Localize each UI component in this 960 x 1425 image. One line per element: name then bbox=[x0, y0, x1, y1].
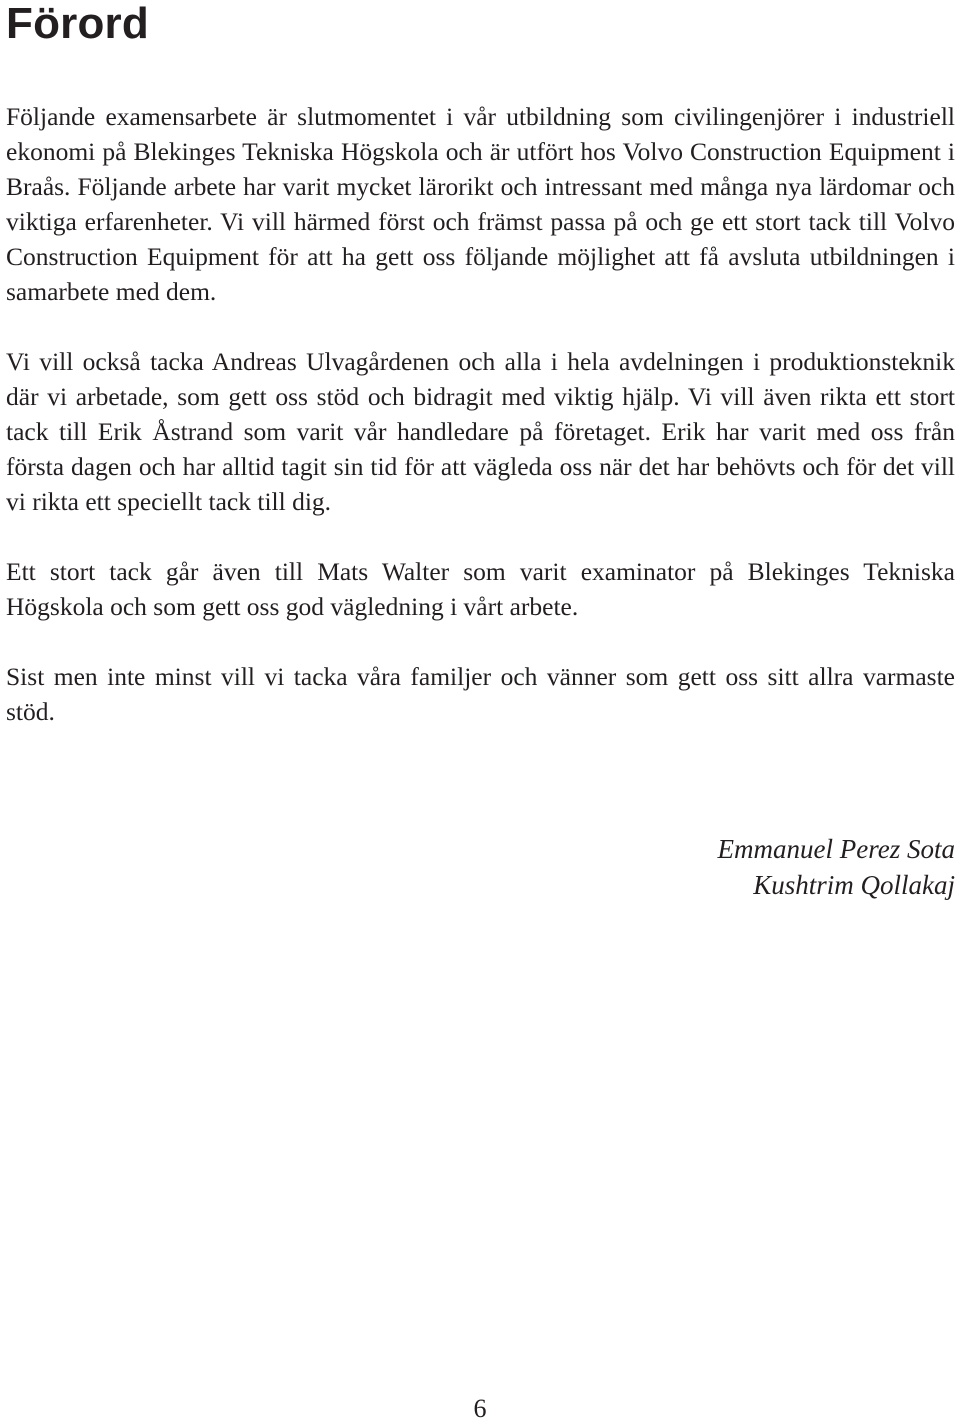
signature-name: Kushtrim Qollakaj bbox=[753, 870, 955, 900]
page-title: Förord bbox=[6, 0, 149, 48]
paragraph-2: Vi vill också tacka Andreas Ulvagårdenen och alla i hela avdelningen i produktionsteknik där vi arbetade, som gett oss stöd och bidragit med viktig hjälp. Vi vill även rikta ett stort tack till Erik Åstrand som varit vår handledare på företaget. Erik har varit med oss från första dagen och har alltid tagit sin tid för att vägleda oss när det har behövts och för det vill vi rikta ett speciellt tack till dig. bbox=[6, 347, 955, 516]
signature-block bbox=[718, 831, 955, 903]
body-text bbox=[6, 99, 955, 764]
paragraph-3: Ett stort tack går även till Mats Walter som varit examinator på Blekinges Tekniska Högskola och som gett oss god vägledning i vårt arbete. bbox=[6, 557, 955, 621]
signature-name: Emmanuel Perez Sota bbox=[717, 834, 955, 864]
page-number: 6 bbox=[473, 1394, 487, 1423]
paragraph-1: Följande examensarbete är slutmomentet i vår utbildning som civilingenjörer i industriell ekonomi på Blekinges Tekniska Högskola och är utfört hos Volvo Construction Equipment i Braås. Följande arbete har varit mycket lärorikt och intressant med många nya lärdomar och viktiga erfarenheter. Vi vill härmed först och främst passa på och ge ett stort tack till Volvo Construction Equipment för att ha gett oss följande möjlighet att få avsluta utbildningen i samarbete med dem. bbox=[6, 102, 955, 306]
paragraph-4: Sist men inte minst vill vi tacka våra familjer och vänner som gett oss sitt allra varmaste stöd. bbox=[6, 662, 955, 726]
